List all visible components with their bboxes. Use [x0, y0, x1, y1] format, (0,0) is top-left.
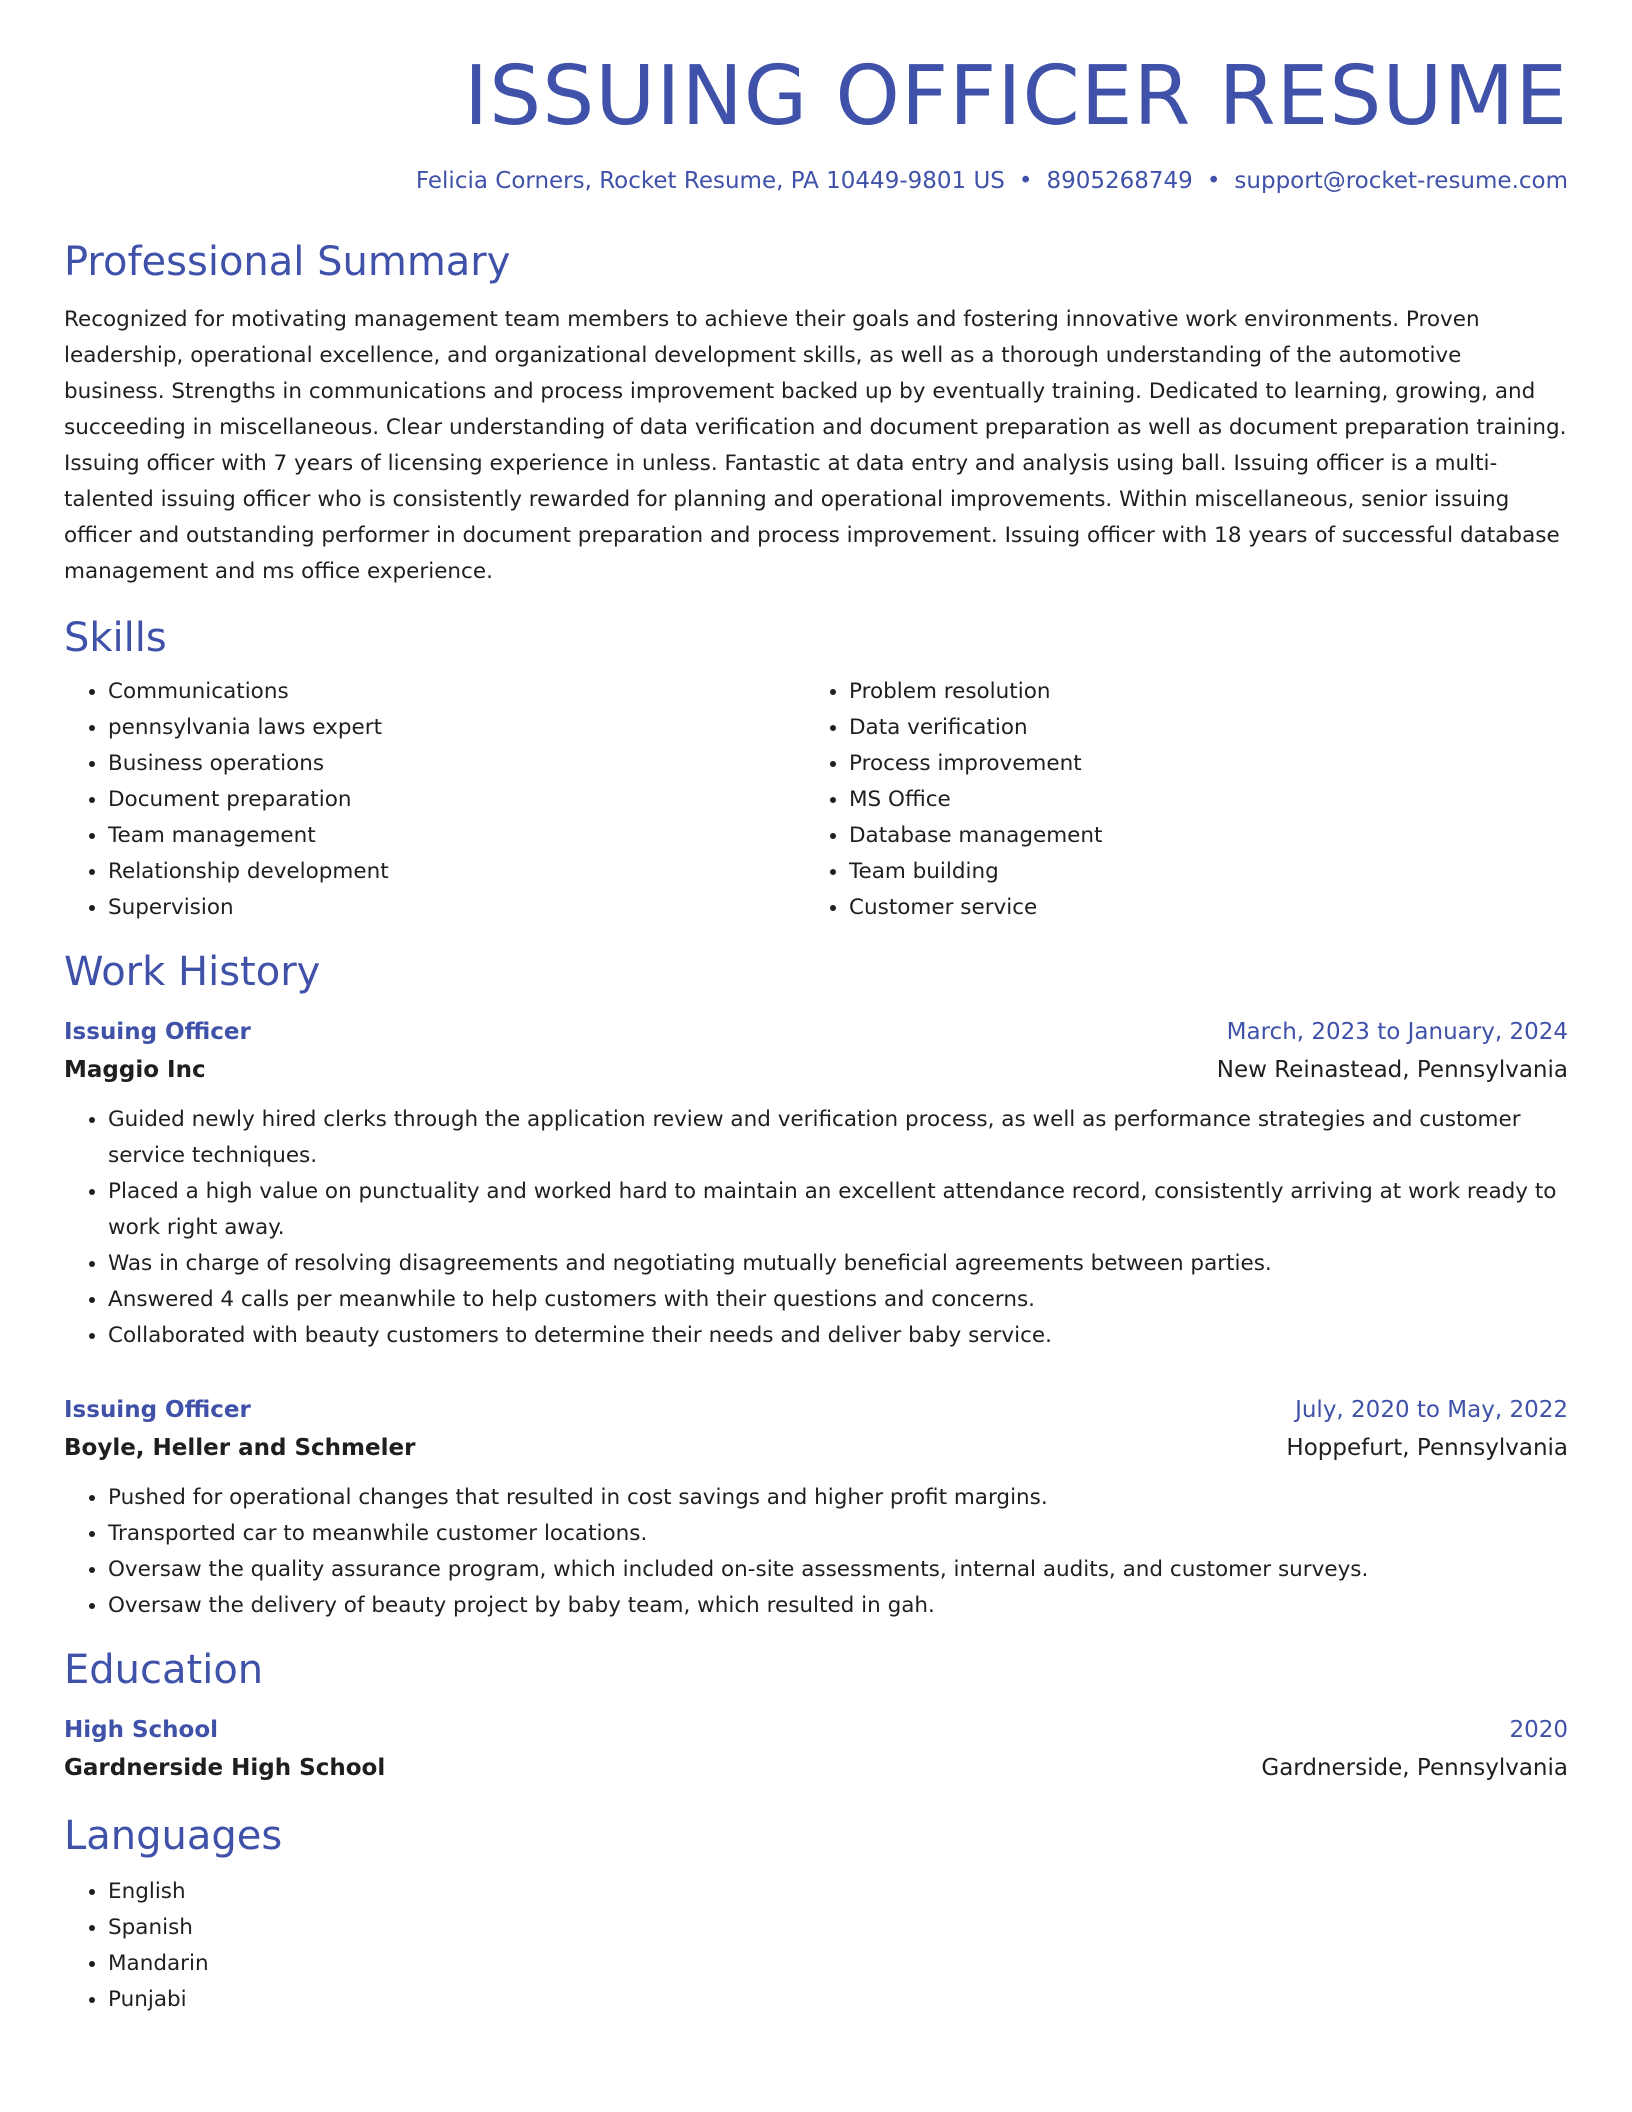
contact-line: [64, 168, 1568, 196]
job-bullet: • Collaborated with beauty customers to determine their needs and deliver baby service.: [108, 1318, 1568, 1354]
skill-item: • Supervision: [108, 890, 805, 926]
skill-item: • Process improvement: [849, 746, 1546, 782]
work-history-heading: Work History: [64, 948, 321, 995]
resume-header: [64, 0, 1568, 196]
job-bullet: • Oversaw the delivery of beauty project by baby team, which resulted in gah.: [108, 1588, 1568, 1624]
job-bullets: [64, 1102, 1568, 1354]
language-item: • English: [108, 1874, 1568, 1910]
education-year: 2020: [1509, 1716, 1568, 1743]
job-bullet: • Answered 4 calls per meanwhile to help customers with their questions and concerns.: [108, 1282, 1568, 1318]
job-role: Issuing Officer: [64, 1018, 251, 1045]
job-location: New Reinastead, Pennsylvania: [1216, 1056, 1568, 1083]
education-degree: High School: [64, 1716, 219, 1743]
contact-email: support@rocket-resume.com: [1234, 168, 1568, 195]
education-location: Gardnerside, Pennsylvania: [1261, 1754, 1568, 1781]
resume-title: ISSUING OFFICER RESUME: [463, 49, 1568, 144]
skills-list-left: [64, 674, 805, 926]
job-role: Issuing Officer: [64, 1396, 251, 1423]
skill-item: • Relationship development: [108, 854, 805, 890]
language-item: • Mandarin: [108, 1946, 1568, 1982]
job-bullet: • Was in charge of resolving disagreements and negotiating mutually beneficial agreements between parties.: [108, 1246, 1568, 1282]
job-location: Hoppefurt, Pennsylvania: [1286, 1434, 1568, 1461]
job-bullet: • Guided newly hired clerks through the application review and verification process, as well as performance strategies and customer service techniques.: [108, 1102, 1568, 1174]
education-heading: Education: [64, 1646, 264, 1693]
skill-item: • pennsylvania laws expert: [108, 710, 805, 746]
job-bullet: • Transported car to meanwhile customer locations.: [108, 1516, 1568, 1552]
skills-heading: Skills: [64, 614, 167, 661]
skill-item: • Communications: [108, 674, 805, 710]
language-item: • Spanish: [108, 1910, 1568, 1946]
skill-item: • Team management: [108, 818, 805, 854]
job-company: Boyle, Heller and Schmeler: [64, 1434, 416, 1461]
contact-phone: 8905268749: [1046, 168, 1193, 195]
summary-text: Recognized for motivating management team members to achieve their goals and fostering innovative work environments. Proven leadership, operational excellence, and organizational development skills, as well as a thorough understanding of the automotive business. Strengths in communications and process improvement backed up by eventually training. Dedicated to learning, growing, and succeeding in miscellaneous. Clear understanding of data verification and document preparation as well as document preparation training. Issuing officer with 7 years of licensing experience in unless. Fantastic at data entry and analysis using ball. Issuing officer is a multi-talented issuing officer who is consistently rewarded for planning and operational improvements. Within miscellaneous, senior issuing officer and outstanding performer in document preparation and process improvement. Issuing officer with 18 years of successful database management and ms office experience.: [64, 306, 1567, 584]
contact-address: Felicia Corners, Rocket Resume, PA 10449-9801 US: [415, 168, 1005, 195]
skill-item: • Database management: [849, 818, 1546, 854]
job-entry: [64, 1392, 1568, 1624]
skill-item: • Team building: [849, 854, 1546, 890]
skills-columns: [64, 674, 1568, 926]
job-bullets: [64, 1480, 1568, 1624]
skills-list-right: [805, 674, 1546, 926]
languages-list: [64, 1874, 1568, 2018]
education-entry: [64, 1712, 1568, 1788]
skill-item: • Document preparation: [108, 782, 805, 818]
contact-separator: •: [1206, 168, 1221, 195]
job-bullet: • Pushed for operational changes that resulted in cost savings and higher profit margins.: [108, 1480, 1568, 1516]
skill-item: • Customer service: [849, 890, 1546, 926]
job-company-row: [64, 1428, 1568, 1468]
contact-separator: •: [1018, 168, 1033, 195]
job-bullet: • Oversaw the quality assurance program, which included on-site assessments, internal audits, and customer surveys.: [108, 1552, 1568, 1588]
job-title-row: [64, 1392, 1568, 1428]
language-item: • Punjabi: [108, 1982, 1568, 2018]
skill-item: • Problem resolution: [849, 674, 1546, 710]
skill-item: • MS Office: [849, 782, 1546, 818]
job-dates: March, 2023 to January, 2024: [1226, 1018, 1568, 1045]
job-title-row: [64, 1014, 1568, 1050]
languages-heading: Languages: [64, 1812, 283, 1859]
education-title-row: [64, 1712, 1568, 1748]
job-company: Maggio Inc: [64, 1056, 206, 1083]
job-entry: [64, 1014, 1568, 1354]
education-school: Gardnerside High School: [64, 1754, 386, 1781]
skill-item: • Business operations: [108, 746, 805, 782]
skill-item: • Data verification: [849, 710, 1546, 746]
job-dates: July, 2020 to May, 2022: [1295, 1396, 1568, 1423]
summary-heading: Professional Summary: [64, 238, 511, 285]
job-company-row: [64, 1050, 1568, 1090]
education-school-row: [64, 1748, 1568, 1788]
job-bullet: • Placed a high value on punctuality and worked hard to maintain an excellent attendance record, consistently arriving at work ready to work right away.: [108, 1174, 1568, 1246]
